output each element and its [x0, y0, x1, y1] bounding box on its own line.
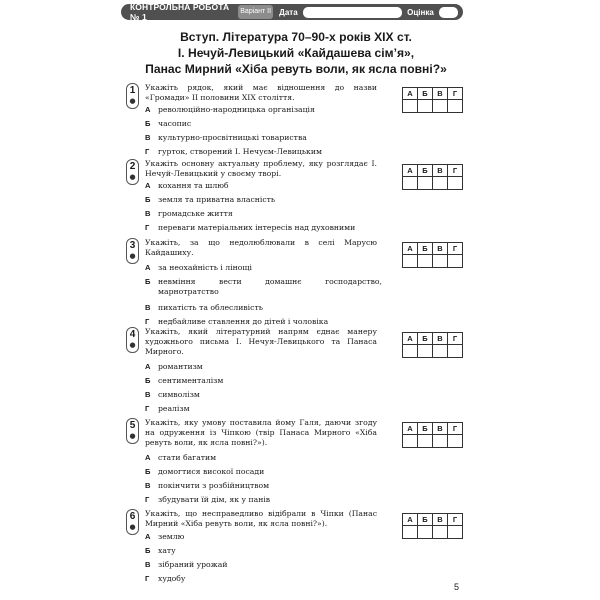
option: Г гурток, створений І. Нечуєм-Левицьким	[145, 147, 322, 156]
answer-box[interactable]	[433, 345, 448, 358]
answer-box[interactable]	[433, 100, 448, 113]
option: В пихатість та облесливість	[145, 303, 263, 312]
date-label: Дата	[279, 7, 298, 17]
answer-box[interactable]	[448, 100, 463, 113]
date-field[interactable]	[303, 7, 403, 18]
option: В культурно-просвітницькі товариства	[145, 133, 307, 142]
test-title: КОНТРОЛЬНА РОБОТА № 1	[130, 2, 230, 22]
option: А революційно-народницька організація	[145, 105, 315, 114]
option: А стати багатим	[145, 453, 217, 462]
question-number-badge: 5 ●	[126, 418, 139, 444]
option: А кохання та шлюб	[145, 181, 229, 190]
option: Г переваги матеріальних інтересів над духовними	[145, 223, 356, 232]
answer-grid: А Б В Г	[402, 422, 463, 448]
answer-box[interactable]	[403, 345, 418, 358]
page-title	[120, 29, 472, 77]
option: В громадське життя	[145, 209, 233, 218]
title-line: І. Нечуй-Левицький «Кайдашева сім’я»,	[177, 46, 415, 60]
option: Б часопис	[145, 119, 192, 128]
option: В символізм	[145, 390, 200, 399]
grade-field[interactable]	[439, 7, 458, 18]
option: Б земля та приватна власність	[145, 195, 276, 204]
option: А землю	[145, 532, 185, 541]
title-line: Вступ. Література 70–90-х років ХІХ ст.	[180, 30, 412, 44]
question-number-badge: 3 ●	[126, 238, 139, 264]
answer-grid: А Б В Г	[402, 513, 463, 539]
option: Б хату	[145, 546, 176, 555]
option: Г реалізм	[145, 404, 190, 413]
option: Б домогтися високої посади	[145, 467, 265, 476]
answer-box[interactable]	[418, 177, 433, 190]
variant-badge: Варіант II	[238, 5, 273, 19]
option: Б невміння вести домашнє господарство, марнотратство	[145, 277, 382, 296]
answer-box[interactable]	[448, 345, 463, 358]
answer-box[interactable]	[433, 435, 448, 448]
answer-box[interactable]	[448, 255, 463, 268]
question-text: Укажіть, що несправедливо відібрали в Чіпки (Панас Мирний «Хіба ревуть воли, як ясла повні?»).	[145, 509, 377, 528]
question-text: Укажіть, за що недолюблювали в селі Марусю Кайдашиху.	[145, 238, 377, 257]
option: В покінчити з розбійництвом	[145, 481, 270, 490]
question-number-badge: 2 ●	[126, 159, 139, 185]
answer-box[interactable]	[403, 100, 418, 113]
question-text: Укажіть, який літературний напрям єднає манеру художнього письма І. Нечуя-Левицького та Панаса Мирного.	[145, 327, 377, 356]
answer-box[interactable]	[433, 526, 448, 539]
option: В зібраний урожай	[145, 560, 228, 569]
answer-box[interactable]	[448, 526, 463, 539]
answer-grid: А Б В Г	[402, 87, 463, 113]
question-text: Укажіть рядок, який має відношення до назви «Громади» ІІ половини ХІХ століття.	[145, 83, 377, 102]
option: А романтизм	[145, 362, 203, 371]
answer-box[interactable]	[403, 177, 418, 190]
option: Г худобу	[145, 574, 186, 583]
question-number-badge: 6 ●	[126, 509, 139, 535]
option: Г збудувати їй дім, як у панів	[145, 495, 271, 504]
answer-box[interactable]	[403, 526, 418, 539]
answer-box[interactable]	[418, 100, 433, 113]
question-number-badge: 4 ●	[126, 327, 139, 353]
question-number-badge: 1 ●	[126, 83, 139, 109]
title-line: Панас Мирний «Хіба ревуть воли, як ясла повні?»	[145, 62, 447, 76]
answer-box[interactable]	[448, 435, 463, 448]
answer-box[interactable]	[403, 435, 418, 448]
answer-box[interactable]	[418, 435, 433, 448]
option: Б сентименталізм	[145, 376, 224, 385]
option: А за неохайність і лінощі	[145, 263, 252, 272]
answer-grid: А Б В Г	[402, 332, 463, 358]
answer-box[interactable]	[433, 177, 448, 190]
question-text: Укажіть основну актуальну проблему, яку розглядає І. Нечуй-Левицький у своєму творі.	[145, 159, 377, 178]
answer-grid: А Б В Г	[402, 164, 463, 190]
answer-box[interactable]	[418, 255, 433, 268]
answer-box[interactable]	[418, 345, 433, 358]
grade-label: Оцінка	[407, 7, 434, 17]
answer-box[interactable]	[403, 255, 418, 268]
header-bar	[121, 4, 463, 20]
question-text: Укажіть, яку умову поставила йому Галя, даючи згоду на одруження із Чіпкою (твір Панаса Мирного «Хіба ревуть воли, як ясла повні?»).	[145, 418, 377, 447]
answer-box[interactable]	[448, 177, 463, 190]
answer-grid: А Б В Г	[402, 242, 463, 268]
answer-box[interactable]	[433, 255, 448, 268]
option: Г недбайливе ставлення до дітей і чоловіка	[145, 317, 329, 326]
answer-box[interactable]	[418, 526, 433, 539]
page-number: 5	[454, 582, 460, 592]
